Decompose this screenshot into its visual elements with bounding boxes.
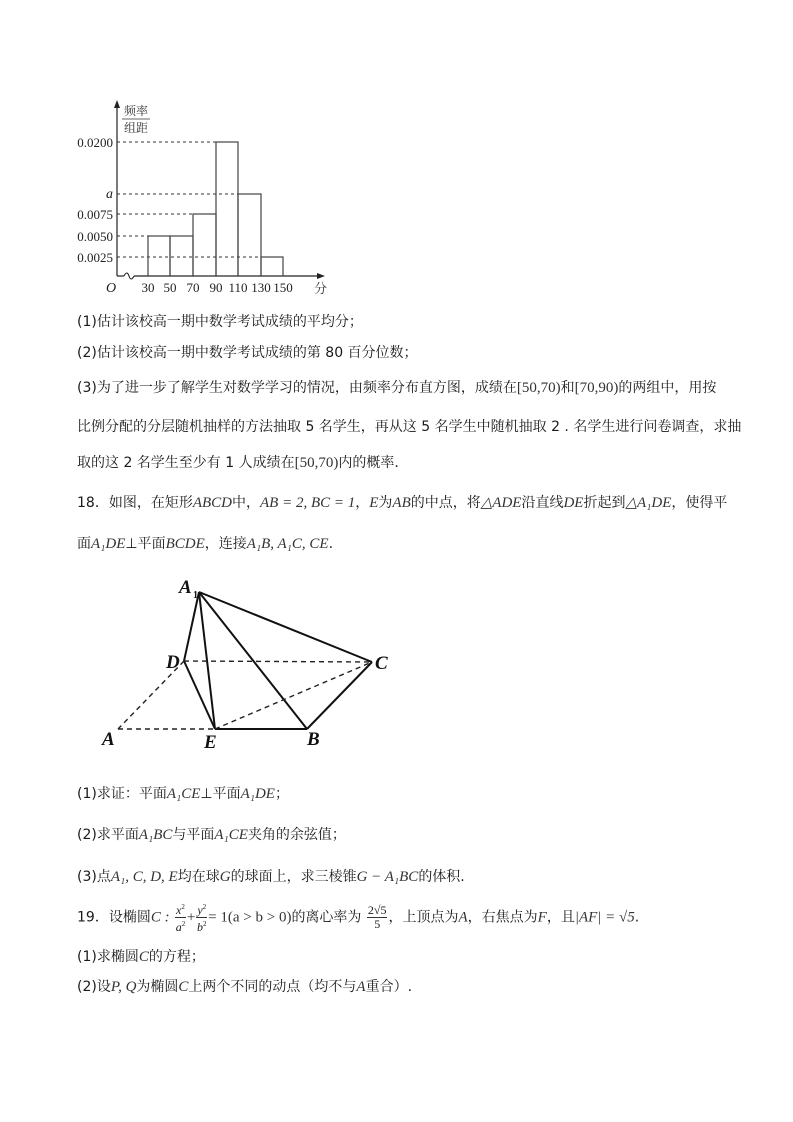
q19-line1: 19．设椭圆C : $\frac{x^2}{a^2}$ + $\frac{y^2}{b^2}$ = 1(a > b > 0)的离心率为 $\frac{2√5}{5}$ ，上顶点为A，右焦点为F，且|AF| = √5.	[77, 903, 640, 934]
math: AB	[392, 495, 411, 511]
bar-70-90	[193, 214, 216, 276]
math: A₁DE	[91, 536, 126, 552]
math: G − A₁BC	[356, 869, 419, 885]
y-tick: 0.0075	[77, 207, 113, 222]
math: A	[458, 909, 468, 926]
text: 的球面上，求三棱锥	[230, 869, 357, 885]
math: DE	[563, 495, 584, 511]
vertex-label-E: E	[204, 732, 217, 753]
q17-part2: (2)估计该校高一期中数学考试成绩的第 80 百分位数；	[77, 345, 418, 361]
math: ABCD	[192, 495, 232, 511]
text: 取的这 2 名学生至少有 1 人成绩在	[77, 455, 295, 471]
vertex-label-C: C	[375, 653, 388, 674]
vertex-label-B: B	[307, 729, 320, 750]
x-axis-label: 分	[314, 281, 328, 296]
fraction-x2-a2: $\frac{x^2}{a^2}$	[175, 903, 186, 934]
y-tick: 0.0025	[77, 250, 113, 265]
text: 沿直线	[521, 495, 564, 511]
bar-30-50	[148, 236, 170, 276]
text: 18．如图，在矩形	[77, 495, 193, 511]
folded-rectangle-figure	[0, 560, 420, 760]
q19-part2	[77, 976, 412, 996]
text: 的体积.	[418, 869, 465, 885]
vertex-label-A: A	[102, 729, 115, 750]
vertex-label-A1-sub: 1	[193, 590, 198, 601]
math: E	[369, 495, 379, 511]
math: △ADE	[480, 495, 522, 511]
math: |AF| = √5	[574, 909, 635, 926]
vertex-label-D: D	[166, 652, 180, 673]
text: 夹角的余弦值；	[247, 827, 346, 843]
math: G	[219, 869, 231, 885]
text: ，右焦点为	[467, 909, 538, 926]
text: 面	[77, 536, 91, 552]
text: 中，	[232, 495, 260, 511]
y-label-top: 频率	[123, 104, 149, 118]
q19-part1	[77, 946, 205, 966]
math: A₁DE	[240, 786, 275, 802]
axis-break-icon	[124, 273, 134, 279]
text: ⊥平面	[125, 536, 166, 552]
frequency-histogram	[0, 0, 340, 300]
text: (2)求平面	[77, 827, 139, 843]
math: A₁CE	[214, 827, 248, 843]
text: .	[328, 536, 334, 552]
interval: [70,90)	[574, 380, 619, 396]
text: 为	[378, 495, 393, 511]
text: 的离心率为	[291, 909, 362, 926]
x-tick: 110	[228, 280, 248, 295]
text: 折起到	[583, 495, 626, 511]
q18-part2	[77, 824, 346, 844]
origin-label: O	[106, 281, 117, 296]
math: AB = 2, BC = 1	[260, 495, 356, 511]
text: 的中点，将	[410, 495, 481, 511]
q17-part3-line3	[77, 452, 399, 472]
text: (3)为了进一步了解学生对数学学习的情况，由频率分布直方图，成绩在	[77, 380, 517, 396]
text: 19．设椭圆	[77, 909, 151, 926]
x-axis-arrow-icon	[317, 273, 325, 279]
text: 均在球	[177, 869, 220, 885]
q18-line2	[77, 533, 333, 553]
math: = 1(a > b > 0)	[208, 909, 292, 926]
math: △A₁DE	[625, 495, 672, 511]
y-tick: a	[106, 187, 113, 202]
text: ，且	[546, 909, 575, 926]
math: A₁, C, D, E	[110, 869, 178, 885]
math: A₁CE	[166, 786, 201, 802]
q18-part1	[77, 783, 289, 803]
y-tick: 0.0050	[77, 229, 113, 244]
text: (1)求证：平面	[77, 786, 167, 802]
y-axis-arrow-icon	[114, 100, 120, 108]
text: ，连接	[204, 536, 247, 552]
text: ，使得平	[671, 495, 728, 511]
bar-50-70	[170, 236, 193, 276]
math: C	[138, 949, 149, 965]
text: 内的概率.	[338, 455, 399, 471]
math: C :	[150, 909, 170, 926]
eccentricity-fraction: $\frac{2√5}{5}$	[367, 903, 387, 931]
y-label-bottom: 组距	[123, 121, 149, 135]
q17-part3-line2: 比例分配的分层随机抽样的方法抽取 5 名学生，再从这 5 名学生中随机抽取 2 . 名学生进行问卷调查，求抽	[77, 419, 742, 435]
fraction-y2-b2: $\frac{y^2}{b^2}$	[196, 903, 207, 934]
text: 为椭圆	[136, 979, 179, 995]
math: F	[537, 909, 547, 926]
bar-110-130	[238, 194, 261, 276]
y-tick: 0.0200	[77, 135, 113, 150]
vertex-label-A1: A	[179, 577, 192, 598]
x-tick: 50	[163, 280, 177, 295]
text: (3)点	[77, 869, 111, 885]
math: A₁B, A₁C, CE	[246, 536, 329, 552]
text: ，上顶点为	[388, 909, 459, 926]
q18-line1	[77, 492, 727, 512]
x-tick: 30	[141, 280, 155, 295]
text: ，	[355, 495, 370, 511]
interval: [50,70)	[294, 455, 339, 471]
text: 的方程；	[148, 949, 205, 965]
text: (1)求椭圆	[77, 949, 139, 965]
math: A	[356, 979, 366, 995]
x-tick: 150	[273, 280, 293, 295]
math: A₁BC	[138, 827, 173, 843]
bar-130-150	[261, 257, 283, 276]
x-tick: 130	[251, 280, 271, 295]
text: 与平面	[172, 827, 215, 843]
q17-part3-line1	[77, 377, 716, 397]
text: 的两组中，用按	[618, 380, 717, 396]
text: .	[634, 909, 640, 926]
x-tick: 90	[209, 280, 223, 295]
text: ⊥平面	[200, 786, 241, 802]
q17-part1: (1)估计该校高一期中数学考试成绩的平均分；	[77, 314, 363, 330]
q18-part3	[77, 866, 465, 886]
math: P, Q	[110, 979, 137, 995]
text: 和	[560, 380, 575, 396]
x-tick: 70	[186, 280, 200, 295]
math: BCDE	[165, 536, 205, 552]
text: (2)设	[77, 979, 111, 995]
text: 重合）.	[365, 979, 413, 995]
text: ；	[274, 786, 289, 802]
interval: [50,70)	[516, 380, 561, 396]
bar-90-110	[216, 142, 238, 276]
math: C	[178, 979, 189, 995]
text: 上两个不同的动点（均不与	[188, 979, 357, 995]
